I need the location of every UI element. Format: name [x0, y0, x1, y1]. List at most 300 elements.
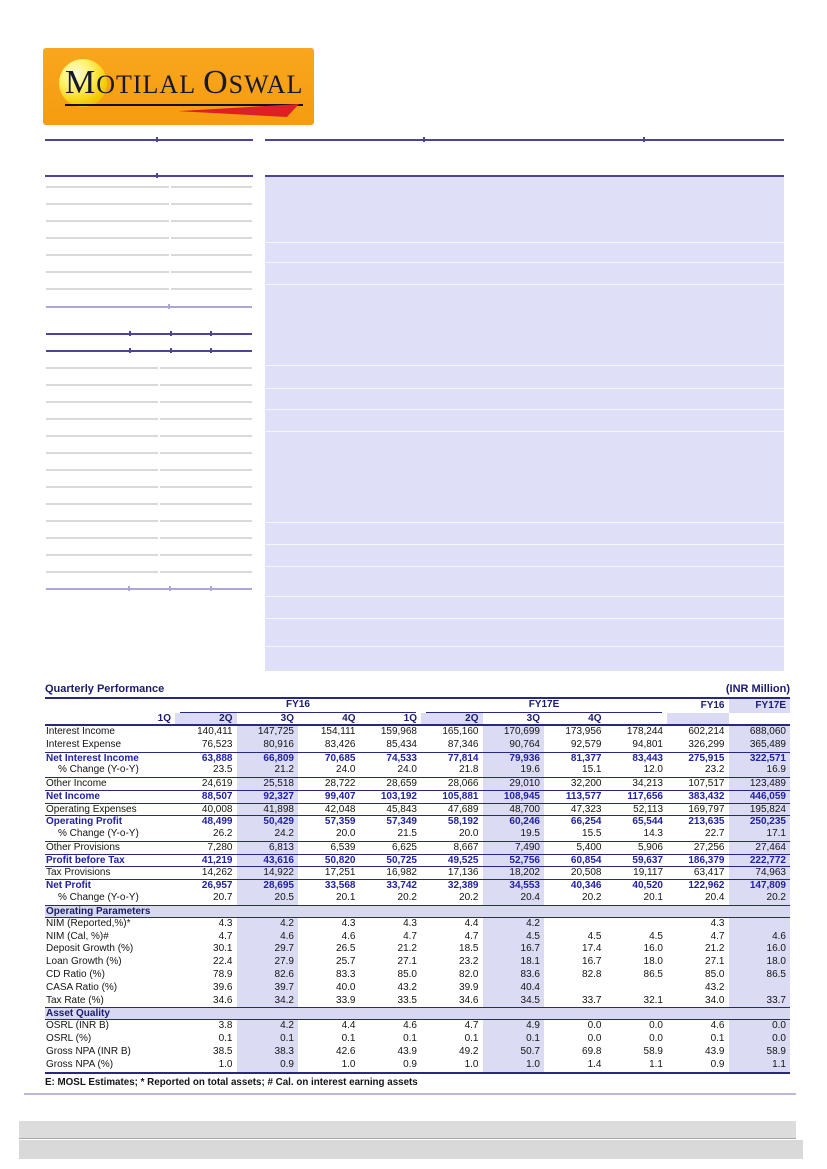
cell: 5,906	[637, 841, 663, 853]
col-group-fy16: FY16	[180, 699, 416, 713]
cell: 20.5	[237, 892, 299, 905]
cell: 17,251	[324, 867, 356, 879]
cell: 23.2	[705, 764, 725, 776]
redacted-line	[46, 452, 252, 454]
quarter-header-cell: 1Q	[157, 713, 171, 724]
rule-tick	[128, 586, 130, 591]
redacted-chart-gridline	[265, 431, 784, 432]
cell: 59,637	[632, 854, 663, 866]
cell: 122,962	[688, 880, 725, 892]
cell: 4.5	[587, 930, 602, 942]
cell: 14,922	[237, 867, 299, 879]
rule-gap	[158, 384, 160, 386]
cell: 0.9	[403, 1058, 417, 1070]
cell: 34.6	[459, 994, 479, 1006]
cell: 60,246	[483, 816, 545, 828]
cell: 19,117	[633, 867, 663, 879]
cell: 43.2	[397, 981, 417, 993]
table-unit-label: (INR Million)	[725, 683, 790, 695]
row-label: CASA Ratio (%)	[46, 981, 118, 993]
cell: 48,700	[483, 804, 545, 816]
section-header-row	[45, 905, 790, 918]
redacted-line	[46, 367, 252, 369]
redacted-chart-gridline	[265, 522, 784, 523]
quarter-header-cell	[606, 713, 668, 724]
cell: 105,881	[442, 790, 479, 802]
cell: 82.0	[459, 968, 479, 980]
cell: 4.2	[483, 918, 545, 931]
cell: 0.1	[218, 1033, 233, 1045]
row-label: Operating Expenses	[46, 803, 137, 815]
cell: 24.0	[397, 764, 417, 776]
cell: 32,389	[447, 880, 479, 892]
cell: 40,346	[570, 880, 602, 892]
cell: 66,809	[237, 753, 299, 765]
row-label: % Change (Y-o-Y)	[58, 828, 139, 840]
rule-gap	[158, 554, 160, 556]
rule-tick	[210, 586, 212, 591]
cell: 4.5	[649, 930, 663, 942]
rule-tick	[156, 137, 158, 142]
rule-gap	[158, 537, 160, 539]
cell: 20.2	[397, 891, 417, 903]
cell: 40,008	[201, 803, 233, 815]
cell: 86.5	[643, 968, 663, 980]
cell: 28,722	[324, 778, 356, 790]
cell: 18.1	[483, 956, 545, 969]
cell: 87,346	[447, 738, 479, 750]
footer-divider-rule	[24, 1093, 796, 1095]
row-label: Other Provisions	[46, 841, 120, 853]
cell: 4.5	[483, 931, 545, 944]
table-row	[45, 1046, 790, 1059]
table-row	[45, 739, 790, 752]
row-label: Operating Profit	[46, 816, 123, 828]
section-header-label: Operating Parameters	[46, 905, 151, 917]
cell: 113,577	[565, 790, 602, 802]
cell: 58,192	[447, 816, 479, 828]
cell: 602,214	[688, 726, 725, 737]
cell: 0.9	[710, 1058, 725, 1070]
cell	[544, 982, 606, 995]
rule-gap	[158, 367, 160, 369]
cell: 147,809	[729, 880, 791, 892]
redacted-line	[46, 203, 252, 205]
cell: 28,066	[447, 778, 479, 790]
cell: 21.2	[705, 943, 725, 955]
cell: 34.6	[213, 994, 233, 1006]
cell: 15.5	[582, 828, 602, 840]
cell: 14.3	[643, 828, 663, 840]
cell: 26.5	[336, 943, 356, 955]
quarterly-performance-table	[45, 684, 790, 1088]
cell: 0.9	[237, 1059, 299, 1072]
rule-tick	[168, 304, 170, 309]
cell: 76,523	[201, 738, 233, 750]
row-label: Tax Rate (%)	[46, 994, 104, 1006]
cell: 170,699	[483, 726, 545, 739]
rule-gap	[169, 237, 171, 239]
cell: 69.8	[582, 1045, 602, 1057]
cell: 45,843	[386, 803, 417, 815]
cell: 52,756	[483, 855, 545, 867]
row-label: Interest Expense	[46, 738, 122, 750]
table-title-row	[45, 684, 790, 699]
cell: 4.4	[464, 917, 479, 929]
rule-tick	[129, 348, 131, 353]
quarter-header-cell: 4Q	[588, 713, 602, 724]
cell: 7,490	[483, 842, 545, 854]
cell: 74,963	[729, 867, 791, 879]
cell: 86.5	[729, 969, 791, 982]
redacted-chart-gridline	[265, 544, 784, 545]
cell: 18.5	[459, 943, 479, 955]
row-label: OSRL (INR B)	[46, 1020, 109, 1032]
cell: 222,772	[729, 855, 791, 867]
cell: 50,725	[386, 854, 417, 866]
cell: 4.6	[341, 930, 356, 942]
cell: 50,820	[324, 854, 356, 866]
cell: 58.9	[729, 1046, 791, 1059]
cell: 82.6	[237, 969, 299, 982]
rule-gap	[158, 469, 160, 471]
cell: 83.3	[336, 968, 356, 980]
cell: 12.0	[643, 764, 663, 776]
cell: 88,507	[201, 790, 233, 802]
cell: 20.0	[336, 828, 356, 840]
row-label: NIM (Reported,%)*	[46, 917, 131, 929]
cell: 29,010	[483, 778, 545, 790]
cell: 27,464	[729, 842, 791, 854]
cell: 30.1	[213, 943, 233, 955]
rule-gap	[169, 220, 171, 222]
table-row	[45, 764, 790, 777]
cell: 38.3	[237, 1046, 299, 1059]
cell: 33.7	[582, 994, 602, 1006]
cell: 94,801	[632, 738, 663, 750]
redacted-line	[46, 220, 252, 222]
cell: 42,048	[324, 803, 356, 815]
rule-tick	[170, 331, 172, 336]
redacted-line	[46, 469, 252, 471]
cell: 60,854	[570, 854, 602, 866]
cell: 20.2	[729, 892, 791, 905]
cell: 4.7	[403, 930, 417, 942]
table-row	[45, 931, 790, 944]
cell: 4.6	[710, 1020, 725, 1032]
table-row	[45, 790, 790, 803]
table-row	[45, 726, 790, 739]
cell: 57,359	[324, 816, 356, 828]
redacted-chart-area	[265, 175, 784, 671]
rule-tick	[170, 348, 172, 353]
cell	[729, 918, 791, 931]
row-label: NIM (Cal, %)#	[46, 930, 109, 942]
table-row	[45, 828, 790, 841]
cell: 6,539	[330, 841, 356, 853]
table-row	[45, 866, 790, 879]
cell: 0.1	[710, 1033, 725, 1045]
cell: 169,797	[688, 803, 725, 815]
cell: 186,379	[688, 854, 725, 866]
table-body	[45, 726, 790, 1074]
cell: 47,689	[447, 803, 479, 815]
row-label: Gross NPA (%)	[46, 1058, 114, 1070]
table-row	[45, 1033, 790, 1046]
cell: 108,945	[483, 791, 545, 803]
table-row	[45, 956, 790, 969]
cell: 8,667	[453, 841, 479, 853]
row-label: Net Income	[46, 790, 100, 802]
cell: 92,579	[570, 738, 602, 750]
quarter-header-cell: 4Q	[342, 713, 356, 724]
cell: 21.2	[397, 943, 417, 955]
cell: 34.5	[483, 995, 545, 1008]
redacted-chart-gridline	[265, 388, 784, 389]
row-label: Deposit Growth (%)	[46, 943, 134, 955]
cell: 20.0	[459, 828, 479, 840]
table-quarter-header-row	[45, 713, 790, 726]
cell: 50.7	[483, 1046, 545, 1059]
rule-gap	[169, 186, 171, 188]
cell: 4.7	[710, 930, 725, 942]
cell: 20.1	[336, 891, 356, 903]
cell: 85,434	[386, 738, 417, 750]
cell: 39.6	[213, 981, 233, 993]
quarter-header-cell: 2Q	[175, 713, 237, 724]
cell: 26,957	[201, 880, 233, 892]
cell: 22.7	[705, 828, 725, 840]
redacted-line	[46, 288, 252, 290]
redacted-line	[46, 401, 252, 403]
cell: 34.2	[237, 995, 299, 1008]
rule-tick	[129, 331, 131, 336]
row-label: % Change (Y-o-Y)	[58, 764, 139, 776]
cell: 65,544	[632, 816, 663, 828]
cell: 24,619	[201, 778, 233, 790]
cell: 85.0	[705, 968, 725, 980]
cell: 5,400	[576, 841, 602, 853]
table-row	[45, 815, 790, 828]
redacted-line	[46, 554, 252, 556]
cell: 140,411	[197, 726, 233, 737]
cell: 43,616	[237, 855, 299, 867]
cell: 27.1	[397, 956, 417, 968]
rule-gap	[158, 503, 160, 505]
cell: 27.1	[705, 956, 725, 968]
row-label: Other Income	[46, 778, 107, 790]
cell: 0.1	[464, 1033, 479, 1045]
cell: 4.2	[237, 1020, 299, 1033]
redacted-line	[46, 571, 252, 573]
cell: 52,113	[633, 803, 663, 815]
cell: 21.8	[459, 764, 479, 776]
cell: 0.0	[587, 1020, 602, 1032]
quarter-header-cell: 3Q	[526, 713, 540, 724]
cell: 20.7	[213, 891, 233, 903]
redacted-line	[46, 237, 252, 239]
cell: 39.7	[237, 982, 299, 995]
cell: 18.0	[729, 956, 791, 969]
table-row	[45, 1059, 790, 1072]
cell: 80,916	[237, 739, 299, 752]
cell: 107,517	[688, 778, 725, 790]
cell: 20.4	[483, 892, 545, 905]
row-label: Net Interest Income	[46, 752, 139, 764]
cell: 63,888	[201, 752, 233, 764]
cell: 0.0	[649, 1033, 663, 1045]
cell: 40,520	[632, 880, 663, 892]
cell: 0.0	[587, 1033, 602, 1045]
cell: 147,725	[237, 726, 299, 739]
cell: 26.2	[213, 828, 233, 840]
cell: 18,202	[483, 867, 545, 879]
cell: 42.6	[336, 1045, 356, 1057]
rule-gap	[169, 288, 171, 290]
quarter-header-cell	[667, 713, 729, 724]
table-row	[45, 841, 790, 854]
cell: 6,813	[237, 842, 299, 854]
cell: 82.8	[582, 968, 602, 980]
rule-tick	[169, 586, 171, 591]
row-label: Gross NPA (INR B)	[46, 1045, 131, 1057]
cell: 16.9	[729, 764, 791, 777]
row-label: CD Ratio (%)	[46, 968, 105, 980]
cell: 1.1	[649, 1058, 663, 1070]
table-row	[45, 752, 790, 765]
cell: 275,915	[688, 752, 725, 764]
cell: 40.0	[336, 981, 356, 993]
cell: 7,280	[207, 841, 233, 853]
redacted-chart-gridline	[265, 409, 784, 410]
cell: 50,429	[237, 816, 299, 828]
cell: 4.4	[341, 1020, 356, 1032]
logo-letters: OTILAL	[96, 70, 197, 99]
cell: 6,625	[391, 841, 417, 853]
cell: 38.5	[213, 1045, 233, 1057]
cell: 326,299	[688, 738, 725, 750]
row-label: % Change (Y-o-Y)	[58, 891, 139, 903]
cell: 28,659	[386, 778, 417, 790]
cell: 43.9	[705, 1045, 725, 1057]
redacted-chart-gridline	[265, 284, 784, 285]
cell: 16.7	[582, 956, 602, 968]
cell: 49.2	[459, 1045, 479, 1057]
redacted-line	[46, 306, 252, 308]
cell: 20.2	[582, 891, 602, 903]
motilal-oswal-logo	[43, 48, 314, 125]
cell: 74,533	[386, 752, 417, 764]
table-row	[45, 892, 790, 905]
quarter-header-cell: 1Q	[403, 713, 417, 724]
table-row	[45, 854, 790, 867]
cell: 20.1	[643, 891, 663, 903]
row-label: Net Profit	[46, 880, 91, 892]
cell: 0.1	[483, 1033, 545, 1046]
cell: 117,656	[627, 790, 663, 802]
cell: 99,407	[324, 790, 356, 802]
rule-tick	[210, 348, 212, 353]
cell: 28,695	[237, 880, 299, 892]
cell: 17.4	[582, 943, 602, 955]
cell: 446,059	[729, 791, 791, 803]
rule-tick	[423, 137, 425, 142]
redacted-line	[46, 486, 252, 488]
cell: 32.1	[643, 994, 663, 1006]
table-group-header-row	[45, 699, 790, 713]
col-group-fy17e: FY17E	[426, 699, 662, 713]
cell: 159,968	[380, 726, 417, 737]
rule-tick	[210, 331, 212, 336]
table-footnote: E: MOSL Estimates; * Reported on total assets; # Cal. on interest earning assets	[45, 1076, 418, 1088]
cell: 0.0	[649, 1020, 663, 1032]
cell: 1.1	[729, 1059, 791, 1072]
cell	[606, 982, 668, 995]
cell: 70,685	[324, 752, 356, 764]
cell: 66,254	[570, 816, 602, 828]
cell: 83.6	[483, 969, 545, 982]
cell: 18.0	[643, 956, 663, 968]
cell: 20,508	[570, 867, 602, 879]
cell: 33,568	[324, 880, 356, 892]
rule-gap	[169, 203, 171, 205]
cell: 83,443	[632, 752, 663, 764]
table-row	[45, 918, 790, 931]
cell: 0.0	[729, 1020, 791, 1033]
rule-gap	[158, 520, 160, 522]
redacted-line	[46, 254, 252, 256]
table-row	[45, 1020, 790, 1033]
quarter-header-cell: 2Q	[421, 713, 483, 724]
cell: 1.0	[341, 1058, 356, 1070]
cell: 33,742	[386, 880, 417, 892]
logo-letters: SWAL	[228, 70, 304, 99]
cell: 4.3	[710, 917, 725, 929]
cell: 1.0	[483, 1059, 545, 1072]
cell: 39.9	[459, 981, 479, 993]
cell: 688,060	[729, 726, 791, 739]
rule-gap	[158, 452, 160, 454]
cell: 4.7	[218, 930, 233, 942]
section-header-label: Asset Quality	[46, 1008, 110, 1020]
cell: 27.9	[237, 956, 299, 969]
redacted-line	[46, 435, 252, 437]
cell: 21.2	[237, 764, 299, 777]
cell: 4.3	[218, 917, 233, 929]
cell: 78.9	[213, 968, 233, 980]
rule-gap	[158, 401, 160, 403]
cell: 4.7	[464, 1020, 479, 1032]
cell: 43.9	[397, 1045, 417, 1057]
cell: 25.7	[336, 956, 356, 968]
redacted-chart-gridline	[265, 262, 784, 263]
redacted-chart-gridline	[265, 596, 784, 597]
cell: 322,571	[729, 753, 791, 765]
cell: 23.5	[213, 764, 233, 776]
cell: 1.4	[587, 1058, 602, 1070]
cell: 4.6	[403, 1020, 417, 1032]
cell: 0.1	[341, 1033, 356, 1045]
table-row	[45, 879, 790, 892]
rule-gap	[158, 435, 160, 437]
cell: 15.1	[582, 764, 602, 776]
cell: 83,426	[324, 738, 356, 750]
cell: 165,160	[442, 726, 479, 737]
rule-gap	[158, 418, 160, 420]
cell: 40.4	[483, 982, 545, 995]
row-label: Interest Income	[46, 726, 115, 737]
cell: 4.6	[729, 931, 791, 944]
